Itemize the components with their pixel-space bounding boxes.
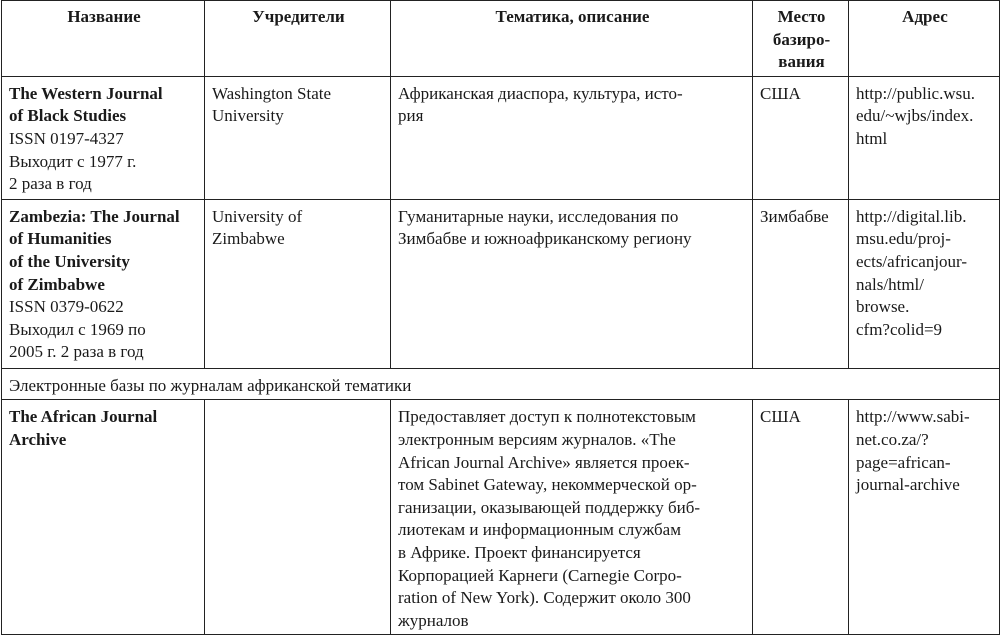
table-row [2, 76, 1000, 199]
founders-cell: University of Zimbabwe [205, 199, 391, 368]
header-name: Название [2, 1, 205, 77]
section-title: Электронные базы по журналам африканской тематики [2, 368, 1000, 400]
journal-title: The African Journal Archive [9, 407, 158, 449]
location-cell: США [753, 400, 849, 635]
journals-table [1, 0, 1000, 635]
journal-details: ISSN 0197-4327 Выходит с 1977 г. 2 раза в год [9, 128, 137, 194]
table-row [2, 400, 1000, 635]
topic-cell: Гуманитарные науки, исследования по Зимбабве и южноафриканскому региону [391, 199, 753, 368]
address-cell: http://public.wsu. edu/~wjbs/index. html [849, 76, 1000, 199]
header-row [2, 1, 1000, 77]
journal-title: Zambezia: The Journal of Humanities of the University of Zimbabwe [9, 206, 180, 294]
journal-details: ISSN 0379-0622 Выходил с 1969 по 2005 г. 2 раза в год [9, 297, 146, 362]
journal-title: The Western Journal of Black Studies [9, 83, 163, 126]
location-cell: Зимбабве [753, 199, 849, 368]
address-cell: http://digital.lib. msu.edu/proj- ects/africanjour- nals/html/ browse. cfm?colid=9 [849, 199, 1000, 368]
header-topic: Тематика, описание [391, 1, 753, 77]
journal-name-cell [2, 400, 205, 635]
table-row [2, 199, 1000, 368]
founders-cell: Washington State University [205, 76, 391, 199]
section-row [2, 368, 1000, 400]
founders-cell [205, 400, 391, 635]
location-cell: США [753, 76, 849, 199]
header-address: Адрес [849, 1, 1000, 77]
address-cell: http://www.sabi- net.co.za/? page=african- journal-archive [849, 400, 1000, 635]
header-founders: Учредители [205, 1, 391, 77]
topic-cell: Африканская диаспора, культура, исто- рия [391, 76, 753, 199]
topic-cell: Предоставляет доступ к полнотекстовым электронным версиям журналов. «The African Journal Archive» является проек- том Sabinet Gateway, некоммерческой ор- ганизации, оказывающей поддержку биб- лиотекам и информационным службам в Африке. Проект финансируется Корпорацией Карнеги (Carnegie Corpo- ration of New York). Содержит около 300 журналов [391, 400, 753, 635]
header-location: Место базиро- вания [753, 1, 849, 77]
journal-name-cell [2, 76, 205, 199]
journal-name-cell [2, 199, 205, 368]
